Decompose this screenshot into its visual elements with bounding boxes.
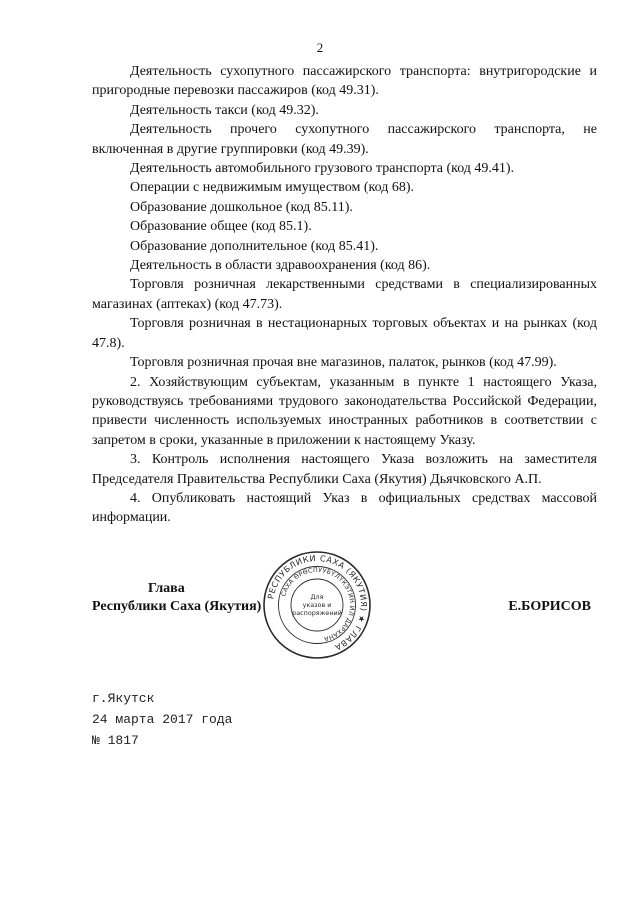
signatory-title-line2: Республики Саха (Якутия) bbox=[92, 599, 262, 614]
stamp-inner-text: САХА ӨРӨСПУУБҮЛҮКЭТИН ИЛ ДАРХАНА bbox=[280, 566, 356, 643]
paragraph: 3. Контроль исполнения настоящего Указа возложить на заместителя Председателя Правительства Республики Саха (Якутия) Дьячковского А.П. bbox=[92, 452, 597, 487]
paragraph: Образование дошкольное (код 85.11). bbox=[130, 199, 353, 215]
paragraph: 4. Опубликовать настоящий Указ в официальных средствах массовой информации. bbox=[92, 490, 597, 526]
paragraph: 2. Хозяйствующим субъектам, указанным в пункте 1 настоящего Указа, руководствуясь требованиями трудового законодательства Российской Федерации, привести численность используемых иностранных работников в соответствии с запретом в сроки, указанные в приложении к настоящему Указу. bbox=[92, 374, 597, 448]
paragraph: Торговля розничная в нестационарных торговых объектах и на рынках (код 47.8). bbox=[92, 316, 597, 351]
paragraph: Деятельность в области здравоохранения (код 86). bbox=[130, 258, 431, 274]
page-number: 2 bbox=[316, 40, 324, 55]
signatory-name: Е.БОРИСОВ bbox=[508, 599, 591, 614]
paragraph: Торговля розничная прочая вне магазинов, палаток, рынков (код 47.99). bbox=[130, 355, 557, 371]
paragraph: Деятельность автомобильного грузового транспорта (код 49.41). bbox=[130, 161, 515, 177]
paragraph: Деятельность такси (код 49.32). bbox=[130, 102, 319, 118]
paragraph: Образование дополнительное (код 85.41). bbox=[130, 238, 379, 254]
paragraph: Деятельность прочего сухопутного пассажирского транспорта, не включенная в другие группировки (код 49.39). bbox=[92, 122, 597, 157]
paragraph: Торговля розничная лекарственными средствами в специализированных магазинах (аптеках) (код 47.73). bbox=[92, 277, 597, 312]
signatory-title-line1: Глава bbox=[148, 581, 185, 596]
stamp-center-text-3: распоряжений bbox=[292, 609, 342, 617]
paragraph: Образование общее (код 85.1). bbox=[130, 219, 312, 235]
paragraph: Операции с недвижимым имуществом (код 68). bbox=[130, 180, 415, 196]
paragraph: Деятельность сухопутного пассажирского транспорта: внутригородские и пригородные перевозки пассажиров (код 49.31). bbox=[92, 64, 597, 99]
official-seal-stamp bbox=[262, 550, 372, 660]
stamp-center-text-2: указов и bbox=[302, 601, 332, 609]
decree-body bbox=[92, 62, 597, 528]
stamp-center-text-1: Для bbox=[310, 593, 324, 601]
footer-city: г.Якутск bbox=[92, 691, 155, 706]
footer-date: 24 марта 2017 года bbox=[92, 712, 233, 727]
decree-footer bbox=[92, 688, 232, 751]
footer-decree-number: № 1817 bbox=[92, 733, 139, 748]
stamp-outer-text: РЕСПУБЛИКИ САХА (ЯКУТИЯ) ★ ГЛАВА bbox=[265, 552, 370, 653]
